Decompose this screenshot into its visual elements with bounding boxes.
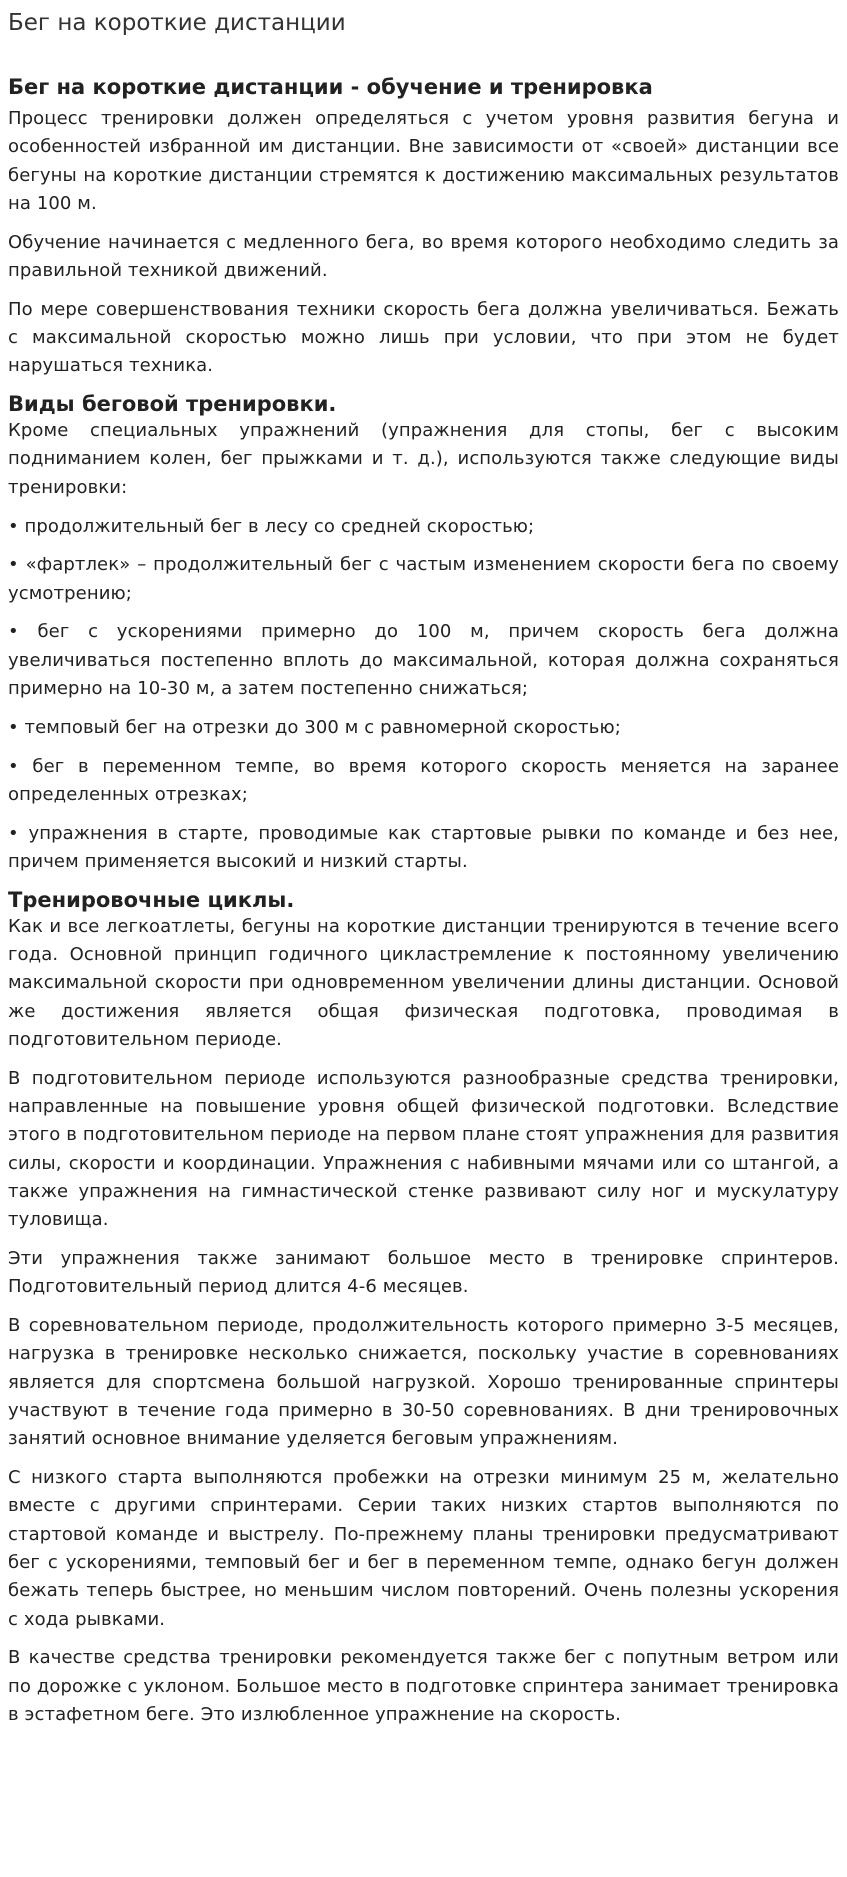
section-training-types [8, 391, 839, 876]
section-heading: Тренировочные циклы. [8, 887, 295, 912]
list-item: • бег в переменном темпе, во время которого скорость меняется на заранее определенных отрезках; [8, 755, 839, 805]
section-training-cycles [8, 887, 839, 1730]
paragraph: В соревновательном периоде, продолжительность которого примерно 3-5 месяцев, нагрузка в тренировке несколько снижается, поскольку участие в соревнованиях является для спортсмена большой нагрузкой. Хорошо тренированные спринтеры участвуют в течение года примерно в 30-50 соревнованиях. В дни тренировочных занятий основное внимание уделяется беговым упражнениям. [8, 1315, 839, 1450]
list-item: • упражнения в старте, проводимые как стартовые рывки по команде и без нее, причем применяется высокий и низкий старты. [8, 822, 839, 873]
paragraph: Кроме специальных упражнений (упражнения для стопы, бег с высоким подниманием колен, бег прыжками и т. д.), используются также следующие виды тренировки: [8, 420, 839, 498]
list-item: • бег с ускорениями примерно до 100 м, причем скорость бега должна увеличиваться постепенно вплоть до максимальной, которая должна сохраняться примерно на 10-30 м, а затем постепенно снижаться; [8, 621, 839, 700]
paragraph: В подготовительном периоде используются разнообразные средства тренировки, направленные на повышение уровня общей физической подготовки. Вследствие этого в подготовительном периоде на первом плане стоят упражнения для развития силы, скорости и координации. Упражнения с набивными мячами или со штангой, а также упражнения на гимнастической стенке развивают силу ног и мускулатуру туловища. [8, 1067, 839, 1231]
section-intro [8, 73, 839, 381]
page-title: Бег на короткие дистанции [8, 10, 346, 36]
list-item: • продолжительный бег в лесу со средней скоростью; [8, 515, 535, 537]
paragraph: По мере совершенствования техники скорость бега должна увеличиваться. Бежать с максимальной скоростью можно лишь при условии, что при этом не будет нарушаться техника. [8, 298, 839, 377]
paragraph: С низкого старта выполняются пробежки на отрезки минимум 25 м, желательно вместе с другими спринтерами. Серии таких низких стартов выполняются по стартовой команде и выстрелу. По-прежнему планы тренировки предусматривают бег с ускорениями, темповый бег и бег в переменном темпе, однако бегун должен бежать теперь быстрее, но меньшим числом повторений. Очень полезны ускорения с хода рывками. [8, 1467, 839, 1630]
section-heading: Бег на короткие дистанции - обучение и тренировка [8, 75, 653, 99]
paragraph: В качестве средства тренировки рекомендуется также бег с попутным ветром или по дорожке с уклоном. Большое место в подготовке спринтера занимает тренировка в эстафетном беге. Это излюбленное упражнение на скорость. [8, 1647, 839, 1726]
paragraph: Процесс тренировки должен определяться с учетом уровня развития бегуна и особенностей избранной им дистанции. Вне зависимости от «своей» дистанции все бегуны на короткие дистанции стремятся к достижению максимальных результатов на 100 м. [8, 108, 839, 214]
section-heading: Виды беговой тренировки. [8, 392, 337, 417]
paragraph: Обучение начинается с медленного бега, во время которого необходимо следить за правильной техникой движений. [8, 231, 839, 281]
list-item: • темповый бег на отрезки до 300 м с равномерной скоростью; [8, 716, 621, 738]
paragraph: Как и все легкоатлеты, бегуны на короткие дистанции тренируются в течение всего года. Основной принцип годичного цикластремление к постоянному увеличению максимальной скорости при одновременном увеличении длины дистанции. Основой же достижения является общая физическая подготовка, проводимая в подготовительном периоде. [8, 915, 839, 1051]
paragraph: Эти упражнения также занимают большое место в тренировке спринтеров. Подготовительный период длится 4-6 месяцев. [8, 1248, 839, 1298]
list-item: • «фартлек» – продолжительный бег с частым изменением скорости бега по своему усмотрению; [8, 554, 839, 604]
